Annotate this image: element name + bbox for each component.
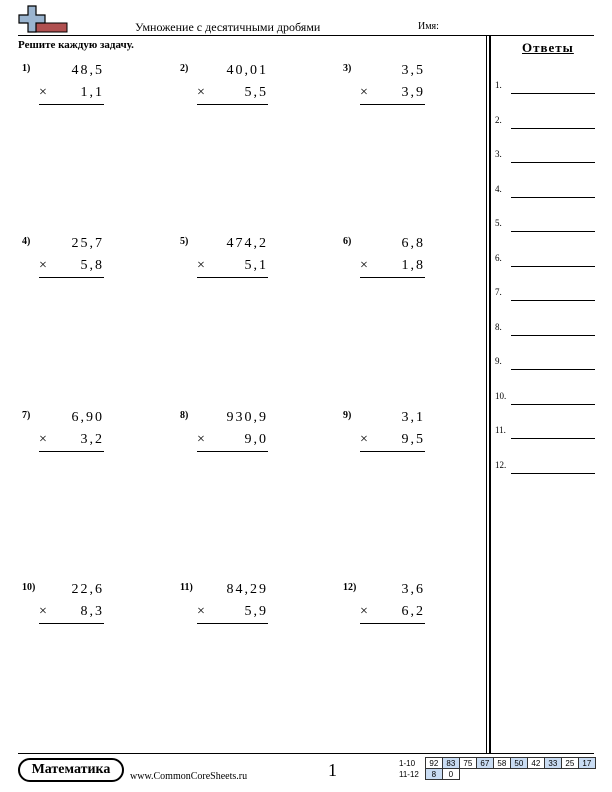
- multiplier: 5,8: [80, 258, 104, 273]
- answer-blank[interactable]: [511, 473, 595, 474]
- multiplicand: 474,2: [226, 236, 268, 251]
- multiplier: 5,5: [244, 85, 268, 100]
- problem-number: 8): [180, 410, 189, 421]
- score-table: [397, 757, 596, 780]
- multiplier-row: [197, 85, 268, 103]
- score-cell: 50: [510, 758, 527, 769]
- multiplicand: 3,5: [401, 63, 425, 78]
- multiplier-row: [360, 258, 425, 276]
- problem: [343, 63, 425, 123]
- problem-number: 3): [343, 63, 352, 74]
- problem-number: 1): [22, 63, 31, 74]
- multiplier: 5,1: [244, 258, 268, 273]
- brand-badge: Математика: [18, 758, 124, 782]
- score-cell: 8: [425, 769, 442, 780]
- answer-blank[interactable]: [511, 300, 595, 301]
- multiplier: 8,3: [80, 604, 104, 619]
- problem-number: 7): [22, 410, 31, 421]
- problem-number: 6): [343, 236, 352, 247]
- answer-label: 4.: [495, 183, 502, 194]
- multiplicand: 84,29: [226, 582, 268, 597]
- multiplier-row: [39, 604, 104, 622]
- answer-row: [495, 184, 595, 198]
- times-sign: ×: [360, 258, 368, 273]
- multiplier: 3,9: [401, 85, 425, 100]
- multiplier: 6,2: [401, 604, 425, 619]
- problem: [180, 410, 268, 470]
- multiplicand: 48,5: [71, 63, 104, 78]
- answer-label: 8.: [495, 321, 502, 332]
- math-logo-icon: [18, 5, 68, 37]
- problem-number: 11): [180, 582, 193, 593]
- problem-underline: [197, 623, 268, 624]
- answers-title: Ответы: [522, 40, 574, 55]
- score-cell: 33: [544, 758, 561, 769]
- answer-label: 9.: [495, 356, 502, 366]
- times-sign: ×: [39, 432, 47, 447]
- answer-row: [495, 391, 595, 405]
- answer-blank[interactable]: [511, 231, 595, 232]
- score-cell: 67: [476, 758, 493, 769]
- multiplier-row: [39, 432, 104, 450]
- answer-blank[interactable]: [511, 404, 595, 405]
- site-url: www.CommonCoreSheets.ru: [130, 771, 248, 782]
- multiplier-row: [360, 432, 425, 450]
- problem-underline: [39, 277, 104, 278]
- score-cell: 83: [442, 758, 459, 769]
- problem: [22, 236, 104, 296]
- score-cell: 58: [493, 758, 510, 769]
- answer-row: [495, 149, 595, 163]
- times-sign: ×: [197, 258, 205, 273]
- multiplier: 5,9: [244, 604, 268, 619]
- problem-underline: [39, 104, 104, 105]
- answer-label: 10.: [495, 390, 507, 401]
- multiplier: 1,1: [80, 85, 104, 100]
- problem-underline: [360, 623, 425, 624]
- multiplier: 3,2: [80, 432, 104, 447]
- worksheet-title: Умножение с десятичными дробями: [135, 20, 321, 34]
- score-row: [397, 758, 595, 769]
- times-sign: ×: [360, 85, 368, 100]
- times-sign: ×: [360, 432, 368, 447]
- answer-label: 1.: [495, 80, 502, 90]
- score-range-label: 1-10: [399, 758, 416, 768]
- problem: [22, 582, 104, 642]
- multiplier-row: [197, 432, 268, 450]
- score-cell: 92: [425, 758, 442, 769]
- multiplier-row: [360, 604, 425, 622]
- problem: [22, 410, 104, 470]
- answer-blank[interactable]: [511, 266, 595, 267]
- answer-row: [495, 253, 595, 267]
- answer-blank[interactable]: [511, 128, 595, 129]
- answer-row: [495, 460, 595, 474]
- multiplicand: 3,6: [401, 582, 425, 597]
- problem: [180, 236, 268, 296]
- answer-blank[interactable]: [511, 162, 595, 163]
- multiplier-row: [197, 604, 268, 622]
- column-divider: [489, 35, 491, 753]
- multiplicand: 6,90: [71, 410, 104, 425]
- score-cell: 42: [527, 758, 544, 769]
- problem: [343, 410, 425, 470]
- problem-underline: [197, 277, 268, 278]
- instructions: Решите каждую задачу.: [18, 39, 134, 51]
- answer-row: [495, 218, 595, 232]
- problem-number: 4): [22, 236, 31, 247]
- times-sign: ×: [197, 604, 205, 619]
- answer-label: 7.: [495, 287, 502, 297]
- column-divider: [486, 35, 487, 753]
- problem: [343, 236, 425, 296]
- answer-blank[interactable]: [511, 438, 595, 439]
- answer-row: [495, 80, 595, 94]
- multiplicand: 25,7: [71, 236, 104, 251]
- times-sign: ×: [197, 85, 205, 100]
- problem-number: 2): [180, 63, 189, 74]
- problem-number: 12): [343, 582, 357, 593]
- times-sign: ×: [39, 258, 47, 273]
- multiplicand: 40,01: [226, 63, 268, 78]
- problem: [343, 582, 425, 642]
- answer-row: [495, 322, 595, 336]
- answer-label: 12.: [495, 459, 507, 470]
- times-sign: ×: [360, 604, 368, 619]
- answer-label: 3.: [495, 149, 502, 159]
- score-cell: 17: [578, 758, 595, 769]
- problem-underline: [360, 277, 425, 278]
- multiplicand: 22,6: [71, 582, 104, 597]
- multiplicand: 6,8: [401, 236, 425, 251]
- score-cell: 25: [561, 758, 578, 769]
- multiplier: 1,8: [401, 258, 425, 273]
- answer-blank[interactable]: [511, 335, 595, 336]
- problem-underline: [197, 451, 268, 452]
- answer-row: [495, 287, 595, 301]
- answer-blank[interactable]: [511, 197, 595, 198]
- problem-underline: [360, 451, 425, 452]
- multiplier-row: [39, 258, 104, 276]
- problem-underline: [360, 104, 425, 105]
- answer-blank[interactable]: [511, 93, 595, 94]
- answer-label: 5.: [495, 218, 502, 228]
- problem-underline: [39, 451, 104, 452]
- answer-row: [495, 115, 595, 129]
- multiplier: 9,0: [244, 432, 268, 447]
- answer-row: [495, 425, 595, 439]
- multiplicand: 3,1: [401, 410, 425, 425]
- score-cell: 0: [442, 769, 459, 780]
- problem-number: 5): [180, 236, 189, 247]
- multiplier-row: [197, 258, 268, 276]
- answer-label: 11.: [495, 425, 506, 435]
- problem-number: 9): [343, 410, 352, 421]
- times-sign: ×: [39, 604, 47, 619]
- name-label: Имя:: [418, 21, 439, 32]
- answer-row: [495, 356, 595, 370]
- footer-divider: [18, 753, 594, 754]
- header-divider: [18, 35, 594, 36]
- multiplier-row: [360, 85, 425, 103]
- problem: [22, 63, 104, 123]
- multiplier: 9,5: [401, 432, 425, 447]
- problem-underline: [197, 104, 268, 105]
- score-row: [397, 769, 595, 780]
- problem-number: 10): [22, 582, 36, 593]
- answer-label: 6.: [495, 252, 502, 263]
- problem: [180, 582, 268, 642]
- problem-underline: [39, 623, 104, 624]
- page-number: 1: [328, 760, 337, 780]
- times-sign: ×: [39, 85, 47, 100]
- score-cell: 75: [459, 758, 476, 769]
- score-range-label: 11-12: [399, 769, 419, 779]
- problem: [180, 63, 268, 123]
- multiplicand: 930,9: [226, 410, 268, 425]
- times-sign: ×: [197, 432, 205, 447]
- multiplier-row: [39, 85, 104, 103]
- answer-blank[interactable]: [511, 369, 595, 370]
- answer-label: 2.: [495, 114, 502, 125]
